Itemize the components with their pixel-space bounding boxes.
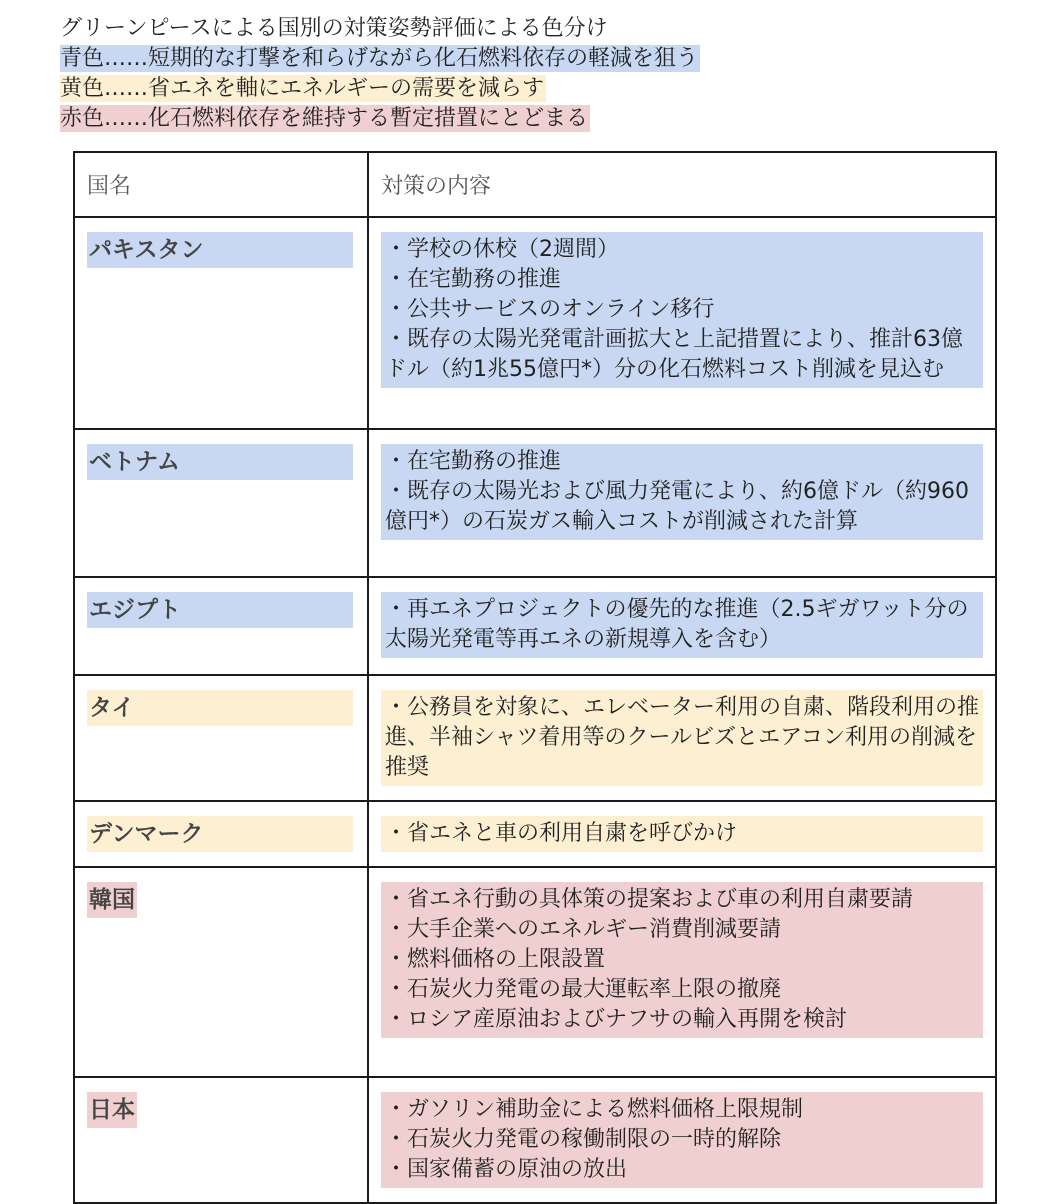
country-name: タイ bbox=[87, 690, 353, 726]
country-cell bbox=[74, 801, 368, 867]
measures-list bbox=[381, 232, 983, 388]
measures-cell bbox=[368, 429, 996, 577]
header-measures: 対策の内容 bbox=[368, 152, 996, 217]
country-cell bbox=[74, 577, 368, 675]
country-name: ベトナム bbox=[87, 444, 353, 480]
measure-item: ・石炭火力発電の最大運転率上限の撤廃 bbox=[385, 977, 782, 1002]
measures-cell bbox=[368, 867, 996, 1077]
color-legend bbox=[60, 14, 700, 134]
table-row bbox=[74, 429, 996, 577]
measure-item: ・在宅勤務の推進 bbox=[385, 267, 562, 292]
measures-list bbox=[381, 690, 983, 786]
legend-blue bbox=[60, 44, 700, 74]
table-row bbox=[74, 801, 996, 867]
measures-list bbox=[381, 816, 983, 852]
measures-cell bbox=[368, 1077, 996, 1203]
table-row bbox=[74, 675, 996, 801]
table-header-row bbox=[74, 152, 996, 217]
measure-item: ・ガソリン補助金による燃料価格上限規制 bbox=[385, 1097, 804, 1122]
measures-list bbox=[381, 592, 983, 658]
table-row bbox=[74, 1077, 996, 1203]
measure-item: ・在宅勤務の推進 bbox=[385, 449, 562, 474]
country-name: 韓国 bbox=[87, 882, 137, 918]
measures-cell bbox=[368, 577, 996, 675]
measure-item: ・再エネプロジェクトの優先的な推進（2.5ギガワット分の太陽光発電等再エネの新規導入を含む） bbox=[385, 597, 969, 652]
country-measures-table bbox=[73, 151, 997, 1204]
measure-item: ・既存の太陽光および風力発電により、約6億ドル（約960億円*）の石炭ガス輸入コストが削減された計算 bbox=[385, 479, 969, 534]
legend-yellow bbox=[60, 74, 700, 104]
measure-item: ・ロシア産原油およびナフサの輸入再開を検討 bbox=[385, 1007, 848, 1032]
legend-red bbox=[60, 104, 700, 134]
legend-yellow-label: 黄色……省エネを軸にエネルギーの需要を減らす bbox=[60, 76, 545, 101]
measure-item: ・既存の太陽光発電計画拡大と上記措置により、推計63億ドル（約1兆55億円*）分の化石燃料コスト削減を見込む bbox=[385, 327, 963, 382]
measures-list bbox=[381, 444, 983, 540]
table-row bbox=[74, 217, 996, 429]
measure-item: ・石炭火力発電の稼働制限の一時的解除 bbox=[385, 1127, 782, 1152]
measure-item: ・公共サービスのオンライン移行 bbox=[385, 297, 715, 322]
header-country: 国名 bbox=[74, 152, 368, 217]
measure-item: ・学校の休校（2週間） bbox=[385, 237, 619, 262]
measure-item: ・省エネ行動の具体策の提案および車の利用自粛要請 bbox=[385, 887, 914, 912]
country-cell bbox=[74, 675, 368, 801]
table-row bbox=[74, 577, 996, 675]
country-name: 日本 bbox=[87, 1092, 137, 1128]
legend-title: グリーンピースによる国別の対策姿勢評価による色分け bbox=[60, 16, 608, 41]
measure-item: ・燃料価格の上限設置 bbox=[385, 947, 606, 972]
measures-cell bbox=[368, 675, 996, 801]
country-name: デンマーク bbox=[87, 816, 353, 852]
country-cell bbox=[74, 867, 368, 1077]
country-name: エジプト bbox=[87, 592, 353, 628]
measure-item: ・大手企業へのエネルギー消費削減要請 bbox=[385, 917, 782, 942]
measure-item: ・国家備蓄の原油の放出 bbox=[385, 1157, 628, 1182]
legend-red-label: 赤色……化石燃料依存を維持する暫定措置にとどまる bbox=[60, 106, 589, 131]
country-cell bbox=[74, 217, 368, 429]
measure-item: ・公務員を対象に、エレベーター利用の自粛、階段利用の推進、半袖シャツ着用等のクールビズとエアコン利用の削減を推奨 bbox=[385, 695, 980, 780]
country-name: パキスタン bbox=[87, 232, 353, 268]
country-cell bbox=[74, 429, 368, 577]
measures-list bbox=[381, 882, 983, 1038]
measure-item: ・省エネと車の利用自粛を呼びかけ bbox=[385, 821, 738, 846]
legend-blue-label: 青色……短期的な打撃を和らげながら化石燃料依存の軽減を狙う bbox=[60, 46, 699, 71]
measures-cell bbox=[368, 801, 996, 867]
measures-cell bbox=[368, 217, 996, 429]
measures-list bbox=[381, 1092, 983, 1188]
country-cell bbox=[74, 1077, 368, 1203]
table-row bbox=[74, 867, 996, 1077]
